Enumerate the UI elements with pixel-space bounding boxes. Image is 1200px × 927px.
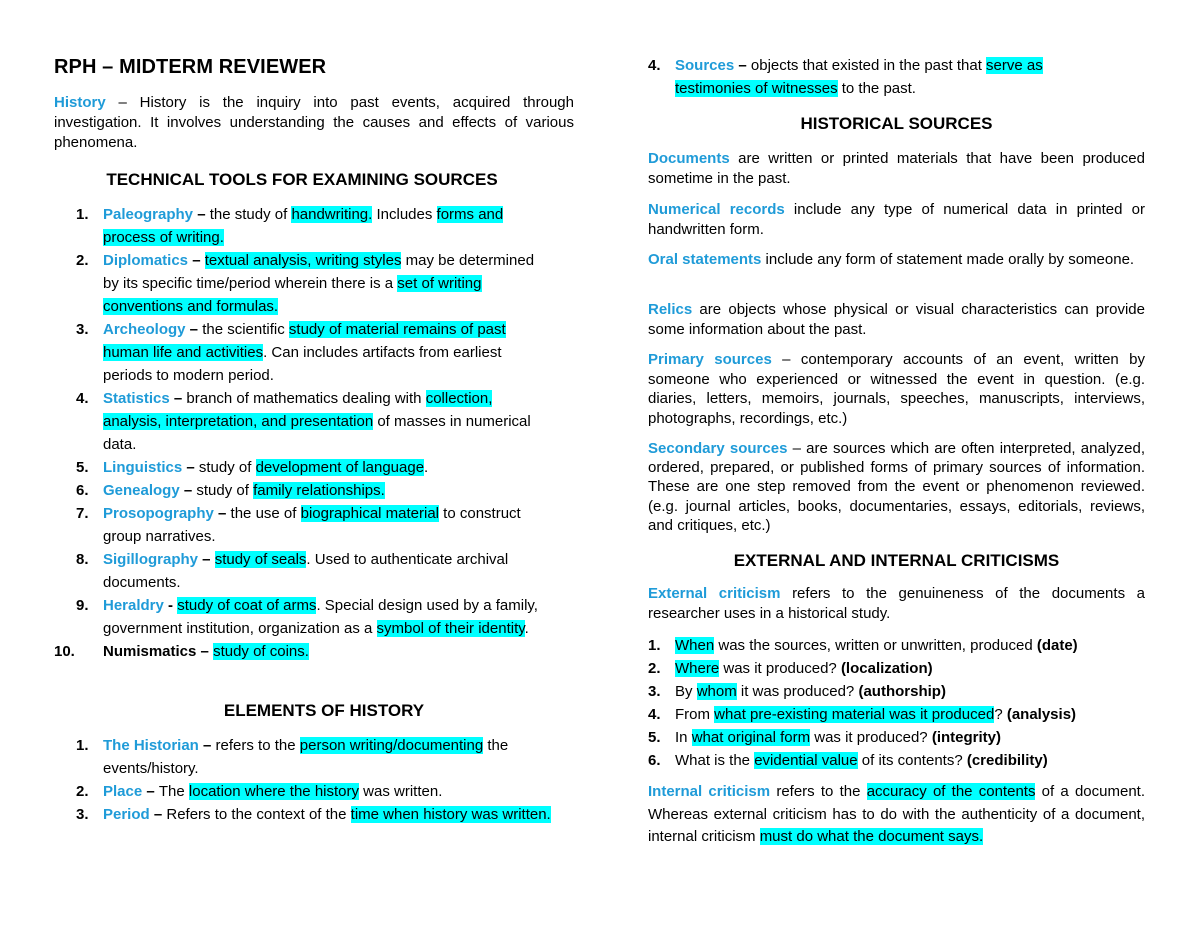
elements-list	[54, 734, 554, 826]
source-oral-statements: Oral statements include any form of statement made orally by someone.	[648, 251, 1135, 268]
list-item: 4. Sources – objects that existed in the past that serve as testimonies of witnesses to the past.	[648, 57, 1043, 97]
list-item: 6. What is the evidential value of its contents? (credibility)	[648, 752, 1048, 769]
list-item: 9. Heraldry - study of coat of arms. Special design used by a family, government institution, organization as a symbol of their identity.	[76, 597, 538, 637]
list-item: 2. Where was it produced? (localization)	[648, 660, 933, 677]
list-item: 1. When was the sources, written or unwritten, produced (date)	[648, 637, 1078, 654]
list-item: 5. Linguistics – study of development of language.	[76, 459, 429, 476]
list-item: 4. Statistics – branch of mathematics dealing with collection, analysis, interpretation, and presentation of masses in numerical data.	[76, 390, 531, 453]
list-item: 3. By whom it was produced? (authorship)	[648, 683, 946, 700]
elements-heading: ELEMENTS OF HISTORY	[223, 701, 425, 720]
list-item: 8. Sigillography – study of seals. Used to authenticate archival documents.	[76, 551, 509, 591]
criticism-questions	[648, 634, 1145, 772]
list-item: 1. The Historian – refers to the person writing/documenting the events/history.	[76, 737, 509, 777]
source-numerical-records: Numerical records include any type of numerical data in printed or handwritten form.	[648, 201, 1145, 238]
list-item: 2. Diplomatics – textual analysis, writing styles may be determined by its specific time/period wherein there is a set of writing conventions and formulas.	[76, 252, 535, 315]
list-item: 3. Period – Refers to the context of the time when history was written.	[76, 806, 551, 823]
history-definition: History – History is the inquiry into past events, acquired through investigation. It involves understanding the causes and effects of various phenomena.	[54, 94, 574, 151]
history-term: History	[54, 94, 106, 111]
tools-list	[54, 203, 554, 663]
criticisms-heading: EXTERNAL AND INTERNAL CRITICISMS	[733, 551, 1060, 570]
list-item: 3. Archeology – the scientific study of material remains of past human life and activities. Can includes artifacts from earliest periods to modern period.	[76, 321, 506, 384]
source-primary: Primary sources – contemporary accounts of an event, written by someone who experienced or witnessed the event in question. (e.g. diaries, letters, memoirs, journals, speeches, manuscripts, interviews, photographs, recordings, etc.)	[648, 351, 1145, 427]
sources-element-list	[648, 54, 1118, 100]
source-relics: Relics are objects whose physical or visual characteristics can provide some information about the past.	[648, 301, 1145, 338]
list-item: 6. Genealogy – study of family relationships.	[76, 482, 385, 499]
tools-heading: TECHNICAL TOOLS FOR EXAMINING SOURCES	[106, 170, 498, 189]
list-item: 10. Numismatics – study of coins.	[54, 643, 309, 660]
page-title: RPH – MIDTERM REVIEWER	[54, 56, 327, 78]
history-text: History is the inquiry into past events, acquired through investigation. It involves understanding the causes and effects of various phenomena.	[54, 94, 574, 151]
list-item: 1. Paleography – the study of handwriting. Includes forms and process of writing.	[76, 206, 504, 246]
internal-criticism: Internal criticism refers to the accuracy of the contents of a document. Whereas external criticism has to do with the authenticity of a document, internal criticism must do what the document says.	[648, 783, 1146, 845]
source-documents: Documents are written or printed materials that have been produced sometime in the past.	[648, 150, 1145, 187]
list-item: 7. Prosopography – the use of biographical material to construct group narratives.	[76, 505, 521, 545]
source-secondary: Secondary sources – are sources which are often interpreted, analyzed, ordered, prepared, or published forms of primary sources of information. These are one step removed from the event or phenomenon reviewed. (e.g. journal articles, books, documentaries, essays, editorials, reviews, and critiques, etc.)	[648, 440, 1145, 534]
list-item: 4. From what pre-existing material was it produced? (analysis)	[648, 706, 1077, 723]
external-criticism: External criticism refers to the genuineness of the documents a researcher uses in a historical study.	[648, 585, 1145, 622]
list-item: 2. Place – The location where the history was written.	[76, 783, 443, 800]
historical-sources-heading: HISTORICAL SOURCES	[800, 114, 993, 133]
list-item: 5. In what original form was it produced? (integrity)	[648, 729, 1001, 746]
